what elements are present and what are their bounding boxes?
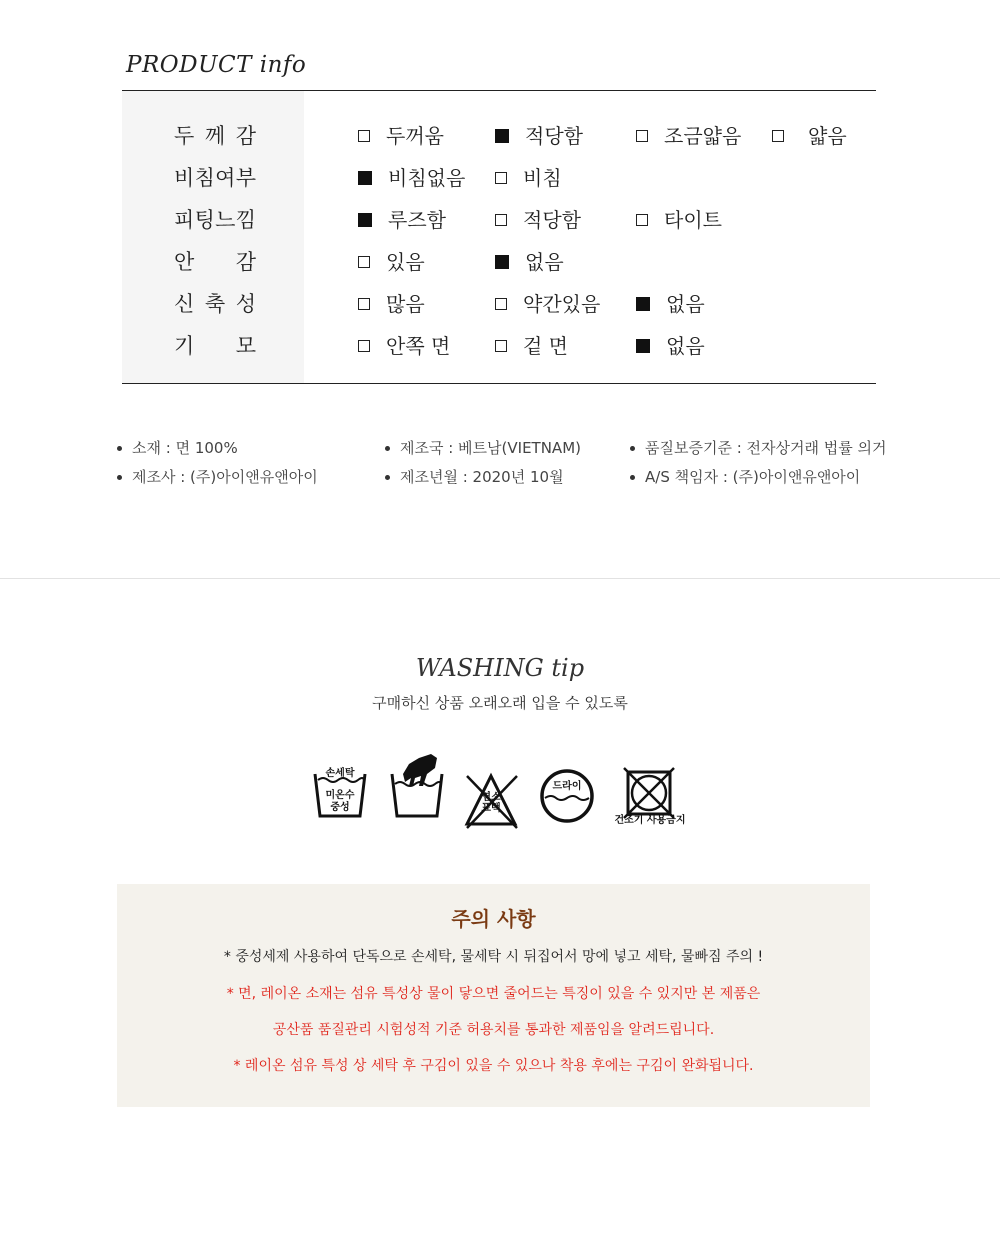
meta-quality-standard: 품질보증기준 : 전자상거래 법률 의거 [630,436,886,465]
option [495,206,581,234]
row-label-char: 느 [215,208,236,232]
row-label-char: 께 [204,124,226,148]
lukewarm-water-label: 미온수 [325,790,355,801]
info-row [122,283,876,325]
info-row [122,115,876,157]
row-label-char: 감 [235,124,256,148]
row-label-char: 성 [235,292,256,316]
bleach-label: 표백 [481,803,501,814]
row-label-char: 모 [235,334,256,358]
unchecked-box-icon [358,340,370,352]
option-label: 겉 면 [523,334,568,358]
product-info-title: PRODUCT info [126,52,307,78]
info-row [122,241,876,283]
caution-line-4: * 레이온 섬유 특성 상 세탁 후 구김이 있을 수 있으나 착용 후에는 구김이 완화됩니다. [233,1058,754,1074]
meta-date: 제조년월 : 2020년 10월 [385,465,581,494]
chlorine-label: 염소 [481,792,501,803]
meta-material: 소재 : 면 100% [117,436,318,465]
row-label-char: 팅 [194,208,215,232]
unchecked-box-icon [358,298,370,310]
checked-box-icon [636,297,650,311]
caution-line-2: * 면, 레이온 소재는 섬유 특성상 물이 닿으면 줄어드는 특징이 있을 수 있지만 본 제품은 [226,986,761,1002]
info-row [122,199,876,241]
unchecked-box-icon [495,340,507,352]
row-label [174,290,256,318]
row-label-char: 신 [174,292,195,316]
option [358,164,465,192]
row-label-char: 두 [174,124,195,148]
no-tumble-dry-icon [610,752,690,832]
option-label: 약간있음 [523,292,601,316]
hand-wash-label: 손세탁 [325,768,355,779]
no-dryer-label: 건조기 사용금지 [614,815,686,826]
dry-clean-icon [539,752,595,824]
option [358,290,425,318]
caution-box [117,884,870,1107]
neutral-detergent-label: 중성 [330,802,350,813]
meta-as-contact: A/S 책임자 : (주)아이앤유앤아이 [630,465,886,494]
dry-clean-label: 드라이 [552,781,582,792]
option [358,122,444,150]
option [636,206,722,234]
option-label: 적당함 [523,208,581,232]
meta-country: 제조국 : 베트남(VIETNAM) [385,436,581,465]
section-divider [0,578,1000,579]
caution-title: 주의 사항 [451,907,536,931]
option [772,122,847,150]
option [358,206,446,234]
option [495,290,600,318]
unchecked-box-icon [495,172,507,184]
option-label: 루즈함 [388,208,446,232]
row-label-char: 안 [174,250,195,274]
option [636,122,741,150]
unchecked-box-icon [636,214,648,226]
option-label: 두꺼움 [386,124,444,148]
option-label: 많음 [386,292,425,316]
row-label-char: 침 [194,166,215,190]
unchecked-box-icon [495,298,507,310]
row-label [174,164,256,192]
checked-box-icon [495,129,509,143]
row-label [174,206,256,234]
hand-wash-icon [312,752,368,820]
checked-box-icon [636,339,650,353]
row-label [174,122,256,150]
option [358,332,450,360]
option-label: 얇음 [808,124,847,148]
row-label-char: 부 [235,166,256,190]
option-label: 없음 [666,292,705,316]
info-row [122,157,876,199]
option-label: 없음 [525,250,564,274]
option [495,164,562,192]
option-label: 안쪽 면 [386,334,451,358]
washing-tip-subtitle: 구매하신 상품 오래오래 입을 수 있도록 [372,694,628,712]
washing-tip-title: WASHING tip [415,654,585,682]
option [358,248,425,276]
no-bleach-icon [463,752,519,832]
checked-box-icon [358,213,372,227]
row-label [174,332,256,360]
unchecked-box-icon [636,130,648,142]
hand-wash-hand-icon [389,752,445,820]
option-label: 적당함 [525,124,583,148]
unchecked-box-icon [358,256,370,268]
row-label-char: 비 [174,166,195,190]
checked-box-icon [495,255,509,269]
product-info-table [122,90,876,384]
option [636,290,705,318]
option-label: 비침 [523,166,562,190]
checked-box-icon [358,171,372,185]
info-row [122,325,876,367]
row-label [174,248,256,276]
row-label-char: 기 [174,334,195,358]
meta-manufacturer: 제조사 : (주)아이앤유앤아이 [117,465,318,494]
row-label-char: 낌 [235,208,256,232]
caution-line-3: 공산품 품질관리 시험성적 기준 허용치를 통과한 제품임을 알려드립니다. [272,1022,715,1038]
unchecked-box-icon [772,130,784,142]
meta-column-2 [385,436,581,494]
option-label: 타이트 [664,208,722,232]
option [495,122,583,150]
option-label: 조금얇음 [664,124,742,148]
caution-line-1: * 중성세제 사용하여 단독으로 손세탁, 물세탁 시 뒤집어서 망에 넣고 세탁, 물빠짐 주의 ! [223,949,764,965]
option-label: 있음 [386,250,425,274]
meta-column-1 [117,436,318,494]
row-label-char: 피 [174,208,195,232]
option [636,332,705,360]
option [495,248,564,276]
option-label: 없음 [666,334,705,358]
option [495,332,568,360]
unchecked-box-icon [495,214,507,226]
row-label-char: 여 [215,166,236,190]
option-label: 비침없음 [388,166,466,190]
row-label-char: 감 [235,250,256,274]
unchecked-box-icon [358,130,370,142]
row-label-char: 축 [204,292,226,316]
meta-column-3 [630,436,886,494]
